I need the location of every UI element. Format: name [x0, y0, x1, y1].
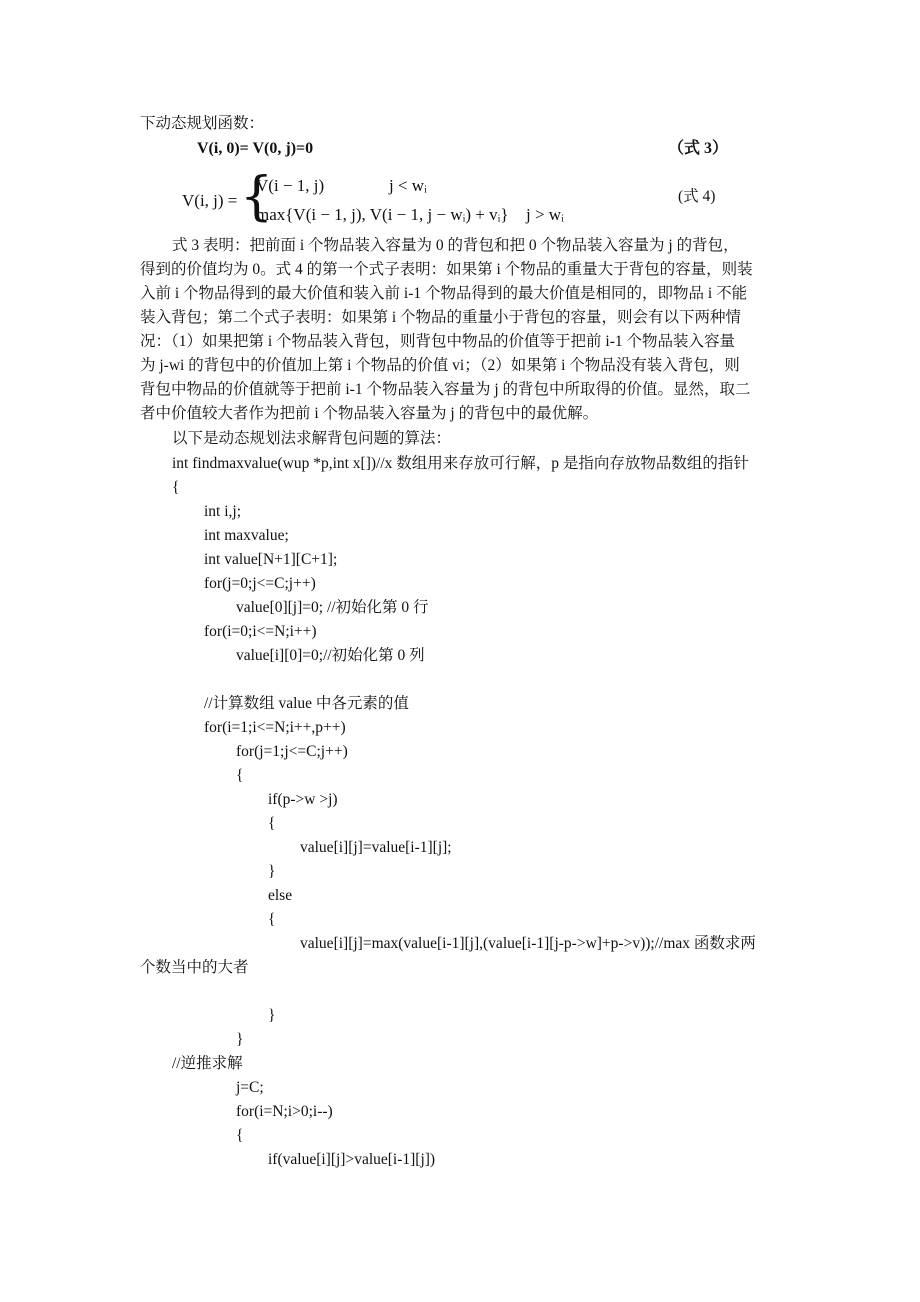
code-line: //逆推求解	[172, 1055, 243, 1072]
paragraph-line: 式 3 表明：把前面 i 个物品装入容量为 0 的背包和把 0 个物品装入容量为 j 的背包，	[172, 237, 739, 254]
code-line: if(p->w >j)	[268, 791, 338, 808]
code-line: for(i=0;i<=N;i++)	[204, 623, 317, 640]
code-line: int findmaxvalue(wup *p,int x[])//x 数组用来存放可行解，p 是指向存放物品数组的指针	[172, 455, 749, 472]
code-line: int i,j;	[204, 503, 242, 520]
paragraph-line: 况：（1）如果把第 i 个物品装入背包，则背包中物品的价值等于把前 i-1 个物品装入容量	[140, 333, 736, 350]
code-line: value[i][j]=max(value[i-1][j],(value[i-1][j-p->w]+p->v));//max 函数求两	[300, 935, 756, 952]
equation-3: V(i, 0)= V(0, j)=0	[197, 140, 314, 157]
code-line: value[0][j]=0; //初始化第 0 行	[236, 599, 429, 616]
code-line: {	[172, 479, 180, 496]
intro-line: 下动态规划函数：	[140, 115, 265, 132]
paragraph-line: 得到的价值均为 0。式 4 的第一个式子表明：如果第 i 个物品的重量大于背包的容量，则装	[140, 261, 753, 278]
code-line: {	[236, 1127, 244, 1144]
paragraph-line: 为 j-wi 的背包中的价值加上第 i 个物品的价值 vi；（2）如果第 i 个物品没有装入背包，则	[140, 357, 740, 374]
equation-4-case2-cond: j > wᵢ	[526, 205, 564, 224]
code-line: for(i=N;i>0;i--)	[236, 1103, 333, 1120]
code-line: j=C;	[236, 1079, 264, 1096]
code-line: for(j=0;j<=C;j++)	[204, 575, 316, 592]
equation-4-case2: max{V(i − 1, j), V(i − 1, j − wᵢ) + vᵢ}	[256, 205, 509, 224]
paragraph-line: 者中价值较大者作为把前 i 个物品装入容量为 j 的背包中的最优解。	[140, 405, 599, 422]
code-line: value[i][j]=value[i-1][j];	[300, 839, 452, 856]
code-line: {	[268, 815, 276, 832]
code-line: }	[236, 1031, 244, 1048]
code-line: }	[268, 863, 276, 880]
code-line: }	[268, 1007, 276, 1024]
code-line: for(i=1;i<=N;i++,p++)	[204, 719, 346, 736]
equation-3-label: （式 3）	[668, 140, 729, 157]
code-line: //计算数组 value 中各元素的值	[204, 695, 409, 712]
paragraph-line: 入前 i 个物品得到的最大价值和装入前 i-1 个物品得到的最大价值是相同的，即物品 i 不能	[140, 285, 748, 302]
equation-4-case1-cond: j < wᵢ	[389, 176, 427, 195]
code-line: value[i][0]=0;//初始化第 0 列	[236, 647, 425, 664]
code-line: int value[N+1][C+1];	[204, 551, 338, 568]
algorithm-intro: 以下是动态规划法求解背包问题的算法：	[172, 430, 452, 447]
paragraph-line: 装入背包；第二个式子表明：如果第 i 个物品的重量小于背包的容量，则会有以下两种情	[140, 309, 742, 326]
code-line: int maxvalue;	[204, 527, 289, 544]
code-line: else	[268, 887, 293, 904]
code-line: for(j=1;j<=C;j++)	[236, 743, 348, 760]
code-line: {	[268, 911, 276, 928]
code-line: if(value[i][j]>value[i-1][j])	[268, 1151, 436, 1168]
equation-4-brace: {	[240, 167, 274, 227]
equation-4-case1: V(i − 1, j)	[256, 176, 325, 195]
equation-4-lhs: V(i, j) =	[182, 191, 238, 210]
code-line: 个数当中的大者	[140, 959, 249, 976]
paragraph-line: 背包中物品的价值就等于把前 i-1 个物品装入容量为 j 的背包中所取得的价值。显然，取二	[140, 381, 751, 398]
code-line: {	[236, 767, 244, 784]
equation-4-label: (式 4)	[678, 188, 716, 205]
